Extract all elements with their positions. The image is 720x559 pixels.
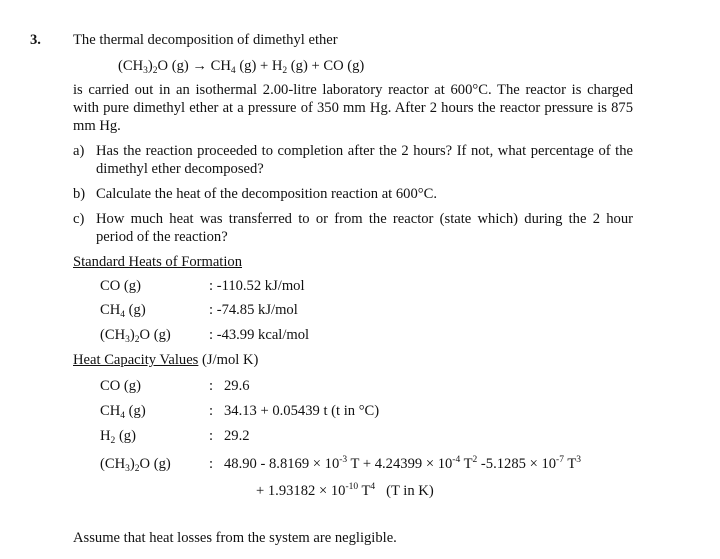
part-c-label: c) xyxy=(73,211,85,227)
part-b-text: Calculate the heat of the decomposition reaction at 600°C. xyxy=(96,186,437,202)
hf-value-ch4: : -74.85 kJ/mol xyxy=(209,302,298,318)
hf-species-dme: $(CH_3)_2O$ (g) xyxy=(100,327,171,345)
problem-number: 3. xyxy=(30,32,41,48)
part-c-text: How much heat was transferred to or from the reactor (state which) during the 2 hour period of the reaction? xyxy=(96,211,633,245)
cp-colon-ch4: : xyxy=(209,403,214,419)
cp-value-dme-line2: + $1.93182 \times 10^{-10}$ $T^4$ (T in K) xyxy=(256,482,434,499)
closing-statement: Assume that heat losses from the system are negligible. xyxy=(73,530,397,546)
heat-capacity-heading-row xyxy=(73,351,258,369)
part-a-text: Has the reaction proceeded to completion after the 2 hours? If not, what percentage of the dimethyl ether decomposed? xyxy=(96,143,633,177)
cp-colon-dme: : xyxy=(209,456,214,472)
hf-value-co: : -110.52 kJ/mol xyxy=(209,278,305,294)
problem-intro: The thermal decomposition of dimethyl ether xyxy=(73,32,338,48)
hf-species-co: CO (g) xyxy=(100,278,141,294)
cp-species-co: CO (g) xyxy=(100,378,141,394)
cp-species-dme: $(CH_3)_2O$ (g) xyxy=(100,456,171,474)
reactant: $(CH_3)_2O$ (g) xyxy=(118,58,189,76)
cp-value-ch4: 34.13 + 0.05439 t (t in °C) xyxy=(224,403,380,419)
cp-species-h2: $H_2$ (g) xyxy=(100,428,136,446)
cp-species-ch4: $CH_4$ (g) xyxy=(100,403,146,421)
cp-colon-co: : xyxy=(209,378,214,394)
hf-species-ch4: $CH_4$ (g) xyxy=(100,302,146,320)
part-b-label: b) xyxy=(73,186,86,202)
cp-value-dme-line1: $48.90 - 8.8169 \times 10^{-3}$ $T + 4.24399 \times 10^{-4}$ $T^2$ $-5.1285 \times 10^{-7}$ $T^3$ xyxy=(224,455,582,472)
reaction-equation xyxy=(118,57,364,75)
cp-value-co: 29.6 xyxy=(224,378,250,394)
problem-paragraph: is carried out in an isothermal 2.00-litre laboratory reactor at 600°C. The reactor is charged with pure dimethyl ether at a pressure of 350 mm Hg. After 2 hours the reactor pressure is 875 mm Hg. xyxy=(73,82,633,134)
cp-colon-h2: : xyxy=(209,428,214,444)
heat-capacity-heading: Heat Capacity Values xyxy=(73,352,199,368)
heat-capacity-units: (J/mol K) xyxy=(202,352,259,368)
part-a-label: a) xyxy=(73,143,85,159)
products: $CH_4$ $(g) + H_2$ (g) + CO (g) xyxy=(210,58,365,76)
reaction-arrow: → xyxy=(192,58,207,74)
cp-value-h2: 29.2 xyxy=(224,428,250,444)
heats-of-formation-heading: Standard Heats of Formation xyxy=(73,254,243,270)
hf-value-dme: : -43.99 kcal/mol xyxy=(209,327,310,343)
